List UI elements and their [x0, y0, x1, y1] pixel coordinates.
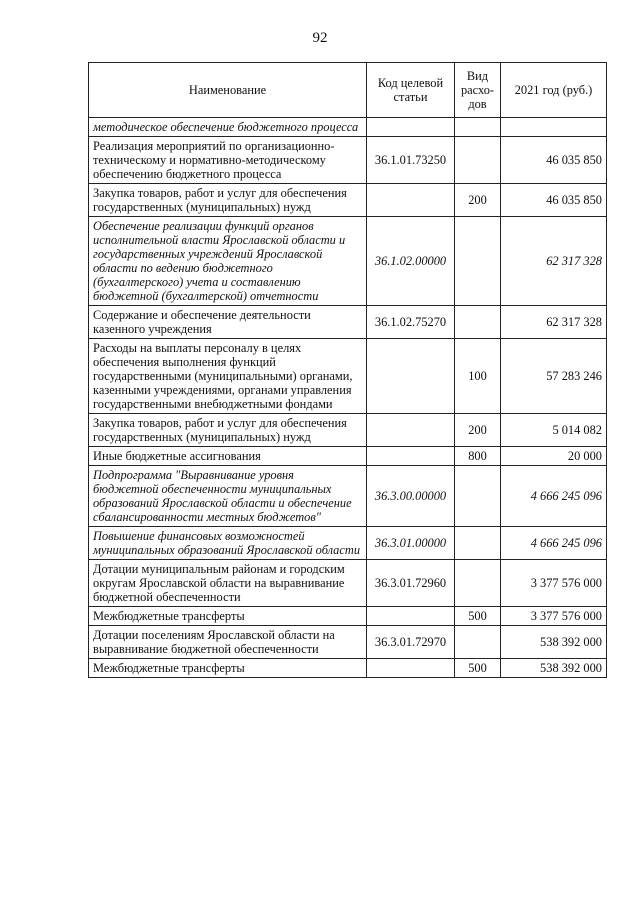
row-amount: 46 035 850 [501, 137, 607, 184]
row-vid: 800 [455, 447, 501, 466]
row-vid [455, 527, 501, 560]
row-code: 36.3.01.00000 [367, 527, 455, 560]
row-code: 36.3.01.72970 [367, 626, 455, 659]
row-code: 36.1.01.73250 [367, 137, 455, 184]
row-name: Дотации муниципальным районам и городским округам Ярославской области на выравнивание бюджетной обеспеченности [89, 560, 367, 607]
row-vid [455, 137, 501, 184]
header-vid: Вид расхо-дов [455, 63, 501, 118]
row-name: Содержание и обеспечение деятельности казенного учреждения [89, 306, 367, 339]
row-code: 36.3.00.00000 [367, 466, 455, 527]
table-row [89, 184, 607, 217]
row-code [367, 414, 455, 447]
table-row [89, 626, 607, 659]
row-vid [455, 466, 501, 527]
header-amount: 2021 год (руб.) [501, 63, 607, 118]
row-code [367, 447, 455, 466]
row-name: Закупка товаров, работ и услуг для обеспечения государственных (муниципальных) нужд [89, 184, 367, 217]
page-number: 92 [312, 30, 328, 46]
row-amount: 3 377 576 000 [501, 607, 607, 626]
budget-table [88, 62, 607, 678]
row-name: Дотации поселениям Ярославской области на выравнивание бюджетной обеспеченности [89, 626, 367, 659]
row-vid: 200 [455, 414, 501, 447]
row-name: Расходы на выплаты персоналу в целях обеспечения выполнения функций государственными (муниципальными) органами, казенными учреждениями, органами управления государственными внебюджетными фондами [89, 339, 367, 414]
row-name: Обеспечение реализации функций органов исполнительной власти Ярославской области и государственных учреждений Ярославской области по ведению бюджетного (бухгалтерского) учета и составлению бюджетной (бухгалтерской) отчетности [89, 217, 367, 306]
row-amount: 62 317 328 [501, 217, 607, 306]
row-name: Реализация мероприятий по организационно-техническому и нормативно-методическому обеспечению бюджетного процесса [89, 137, 367, 184]
row-amount: 4 666 245 096 [501, 466, 607, 527]
row-name: Закупка товаров, работ и услуг для обеспечения государственных (муниципальных) нужд [89, 414, 367, 447]
table-row [89, 447, 607, 466]
row-name: Повышение финансовых возможностей муниципальных образований Ярославской области [89, 527, 367, 560]
table-row [89, 118, 607, 137]
row-amount: 3 377 576 000 [501, 560, 607, 607]
row-amount: 20 000 [501, 447, 607, 466]
table-row [89, 659, 607, 678]
row-amount: 5 014 082 [501, 414, 607, 447]
header-code: Код целевой статьи [367, 63, 455, 118]
row-vid [455, 560, 501, 607]
row-vid: 100 [455, 339, 501, 414]
table-row [89, 466, 607, 527]
row-code [367, 184, 455, 217]
row-amount [501, 118, 607, 137]
row-code: 36.3.01.72960 [367, 560, 455, 607]
row-vid: 200 [455, 184, 501, 217]
table-row [89, 339, 607, 414]
row-vid [455, 626, 501, 659]
table-row [89, 527, 607, 560]
row-code: 36.1.02.75270 [367, 306, 455, 339]
table-row [89, 414, 607, 447]
table-header-row [89, 63, 607, 118]
row-name: Иные бюджетные ассигнования [89, 447, 367, 466]
row-amount: 538 392 000 [501, 659, 607, 678]
row-vid [455, 306, 501, 339]
row-code [367, 659, 455, 678]
row-name: Подпрограмма "Выравнивание уровня бюджетной обеспеченности муниципальных образований Ярославской области и обеспечение сбалансированности местных бюджетов" [89, 466, 367, 527]
row-code: 36.1.02.00000 [367, 217, 455, 306]
table-row [89, 137, 607, 184]
row-vid: 500 [455, 607, 501, 626]
row-name: методическое обеспечение бюджетного процесса [89, 118, 367, 137]
row-vid: 500 [455, 659, 501, 678]
table-row [89, 217, 607, 306]
row-amount: 62 317 328 [501, 306, 607, 339]
row-code [367, 118, 455, 137]
row-name: Межбюджетные трансферты [89, 607, 367, 626]
header-name: Наименование [89, 63, 367, 118]
row-vid [455, 118, 501, 137]
table-row [89, 560, 607, 607]
row-amount: 4 666 245 096 [501, 527, 607, 560]
row-vid [455, 217, 501, 306]
row-name: Межбюджетные трансферты [89, 659, 367, 678]
row-amount: 538 392 000 [501, 626, 607, 659]
table-row [89, 306, 607, 339]
row-amount: 46 035 850 [501, 184, 607, 217]
row-amount: 57 283 246 [501, 339, 607, 414]
row-code [367, 339, 455, 414]
table-row [89, 607, 607, 626]
row-code [367, 607, 455, 626]
